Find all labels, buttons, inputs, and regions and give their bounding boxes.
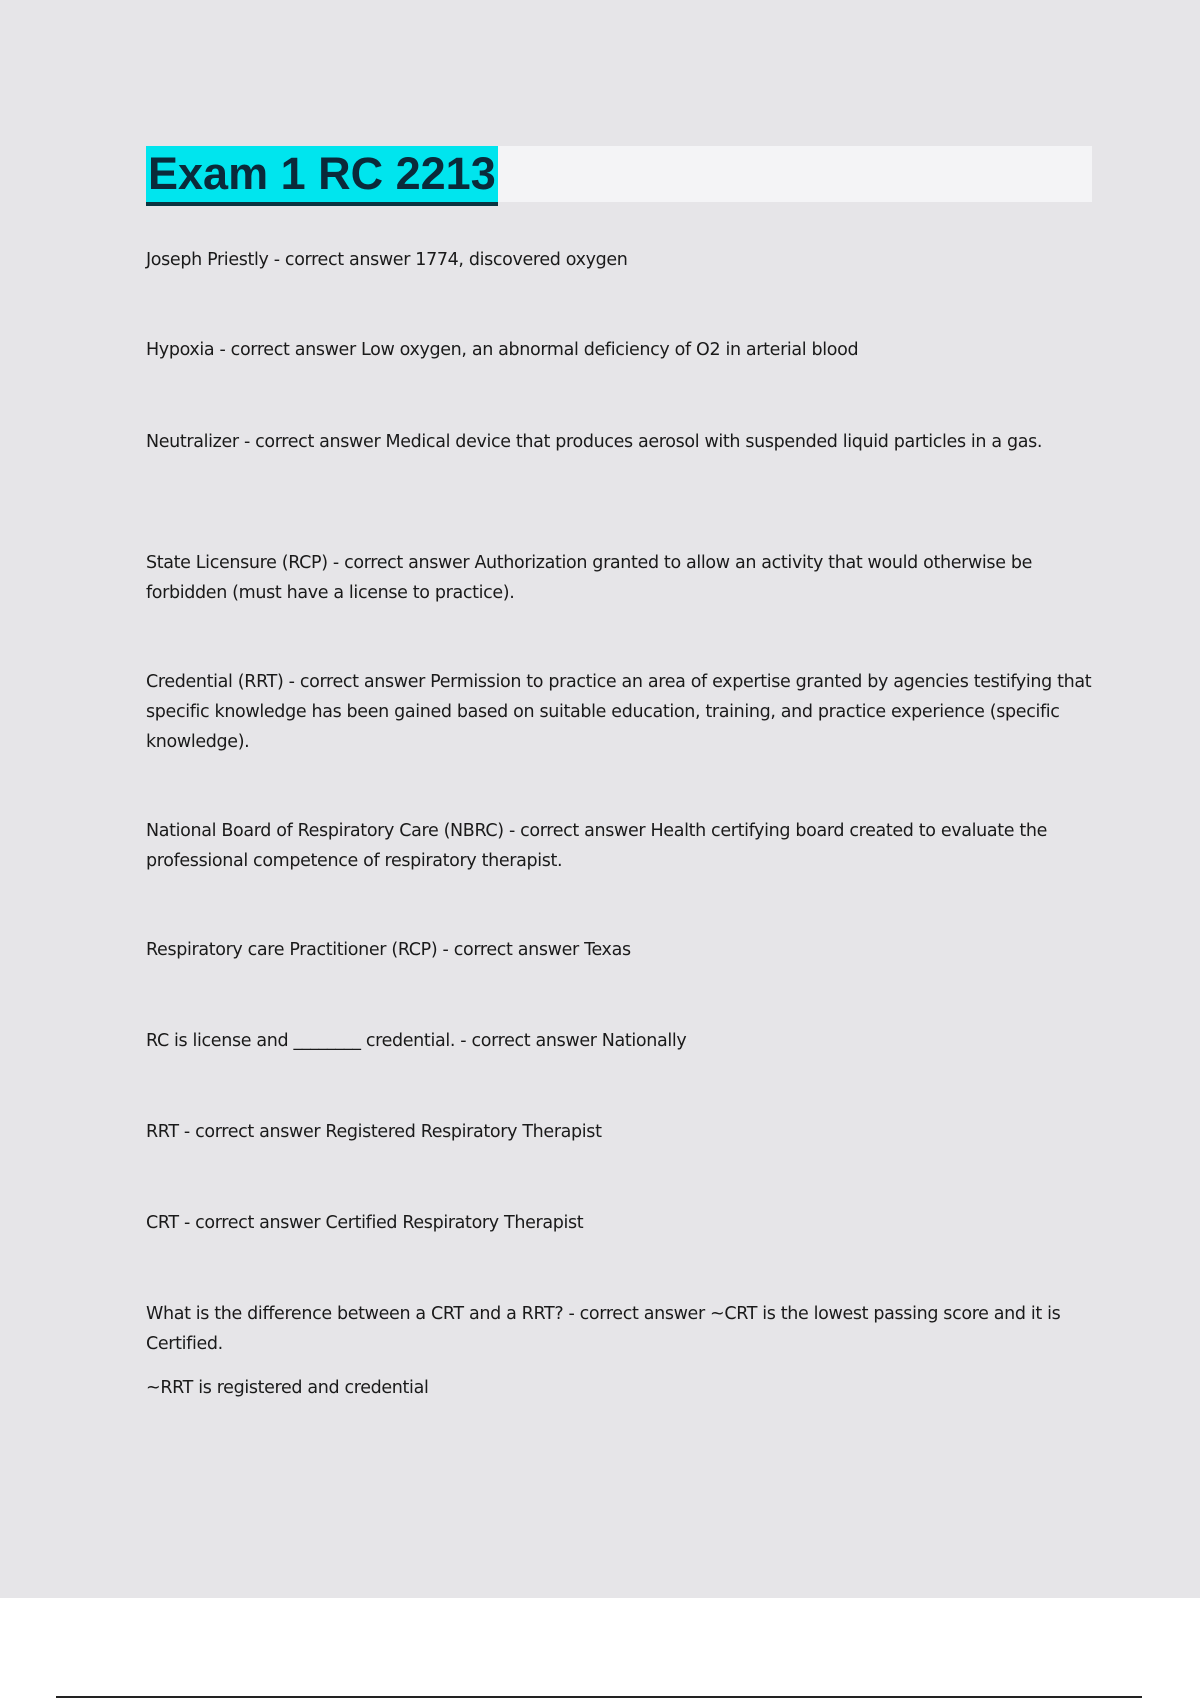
qa-entry-joseph-priestly: Joseph Priestly - correct answer 1774, discovered oxygen: [146, 250, 628, 270]
qa-entry-rc-license: RC is license and ________ credential. - correct answer Nationally: [146, 1031, 687, 1051]
qa-entry-crt: CRT - correct answer Certified Respiratory Therapist: [146, 1213, 584, 1233]
qa-entry-credential-rrt: Credential (RRT) - correct answer Permission to practice an area of expertise granted by agencies testifying that specific knowledge has been gained based on suitable education, training, and practice experience (specific knowledge).: [146, 672, 1092, 752]
qa-entry-hypoxia: Hypoxia - correct answer Low oxygen, an abnormal deficiency of O2 in arterial blood: [146, 340, 859, 360]
qa-entry-rrt-continuation: ~RRT is registered and credential: [146, 1378, 429, 1398]
qa-entry-crt-vs-rrt: What is the difference between a CRT and a RRT? - correct answer ~CRT is the lowest passing score and it is Certified.: [146, 1304, 1061, 1354]
document-title: Exam 1 RC 2213: [146, 146, 498, 206]
qa-entry-state-licensure: State Licensure (RCP) - correct answer Authorization granted to allow an activity that would otherwise be forbidden (must have a license to practice).: [146, 553, 1032, 603]
footer-rule: [56, 1696, 1142, 1698]
page-footer-strip: [0, 1598, 1200, 1700]
qa-entry-rrt: RRT - correct answer Registered Respiratory Therapist: [146, 1122, 602, 1142]
qa-entry-rcp: Respiratory care Practitioner (RCP) - correct answer Texas: [146, 940, 631, 960]
qa-entry-nbrc: National Board of Respiratory Care (NBRC) - correct answer Health certifying board created to evaluate the professional competence of respiratory therapist.: [146, 821, 1048, 871]
qa-entry-neutralizer: Neutralizer - correct answer Medical device that produces aerosol with suspended liquid particles in a gas.: [146, 432, 1043, 452]
